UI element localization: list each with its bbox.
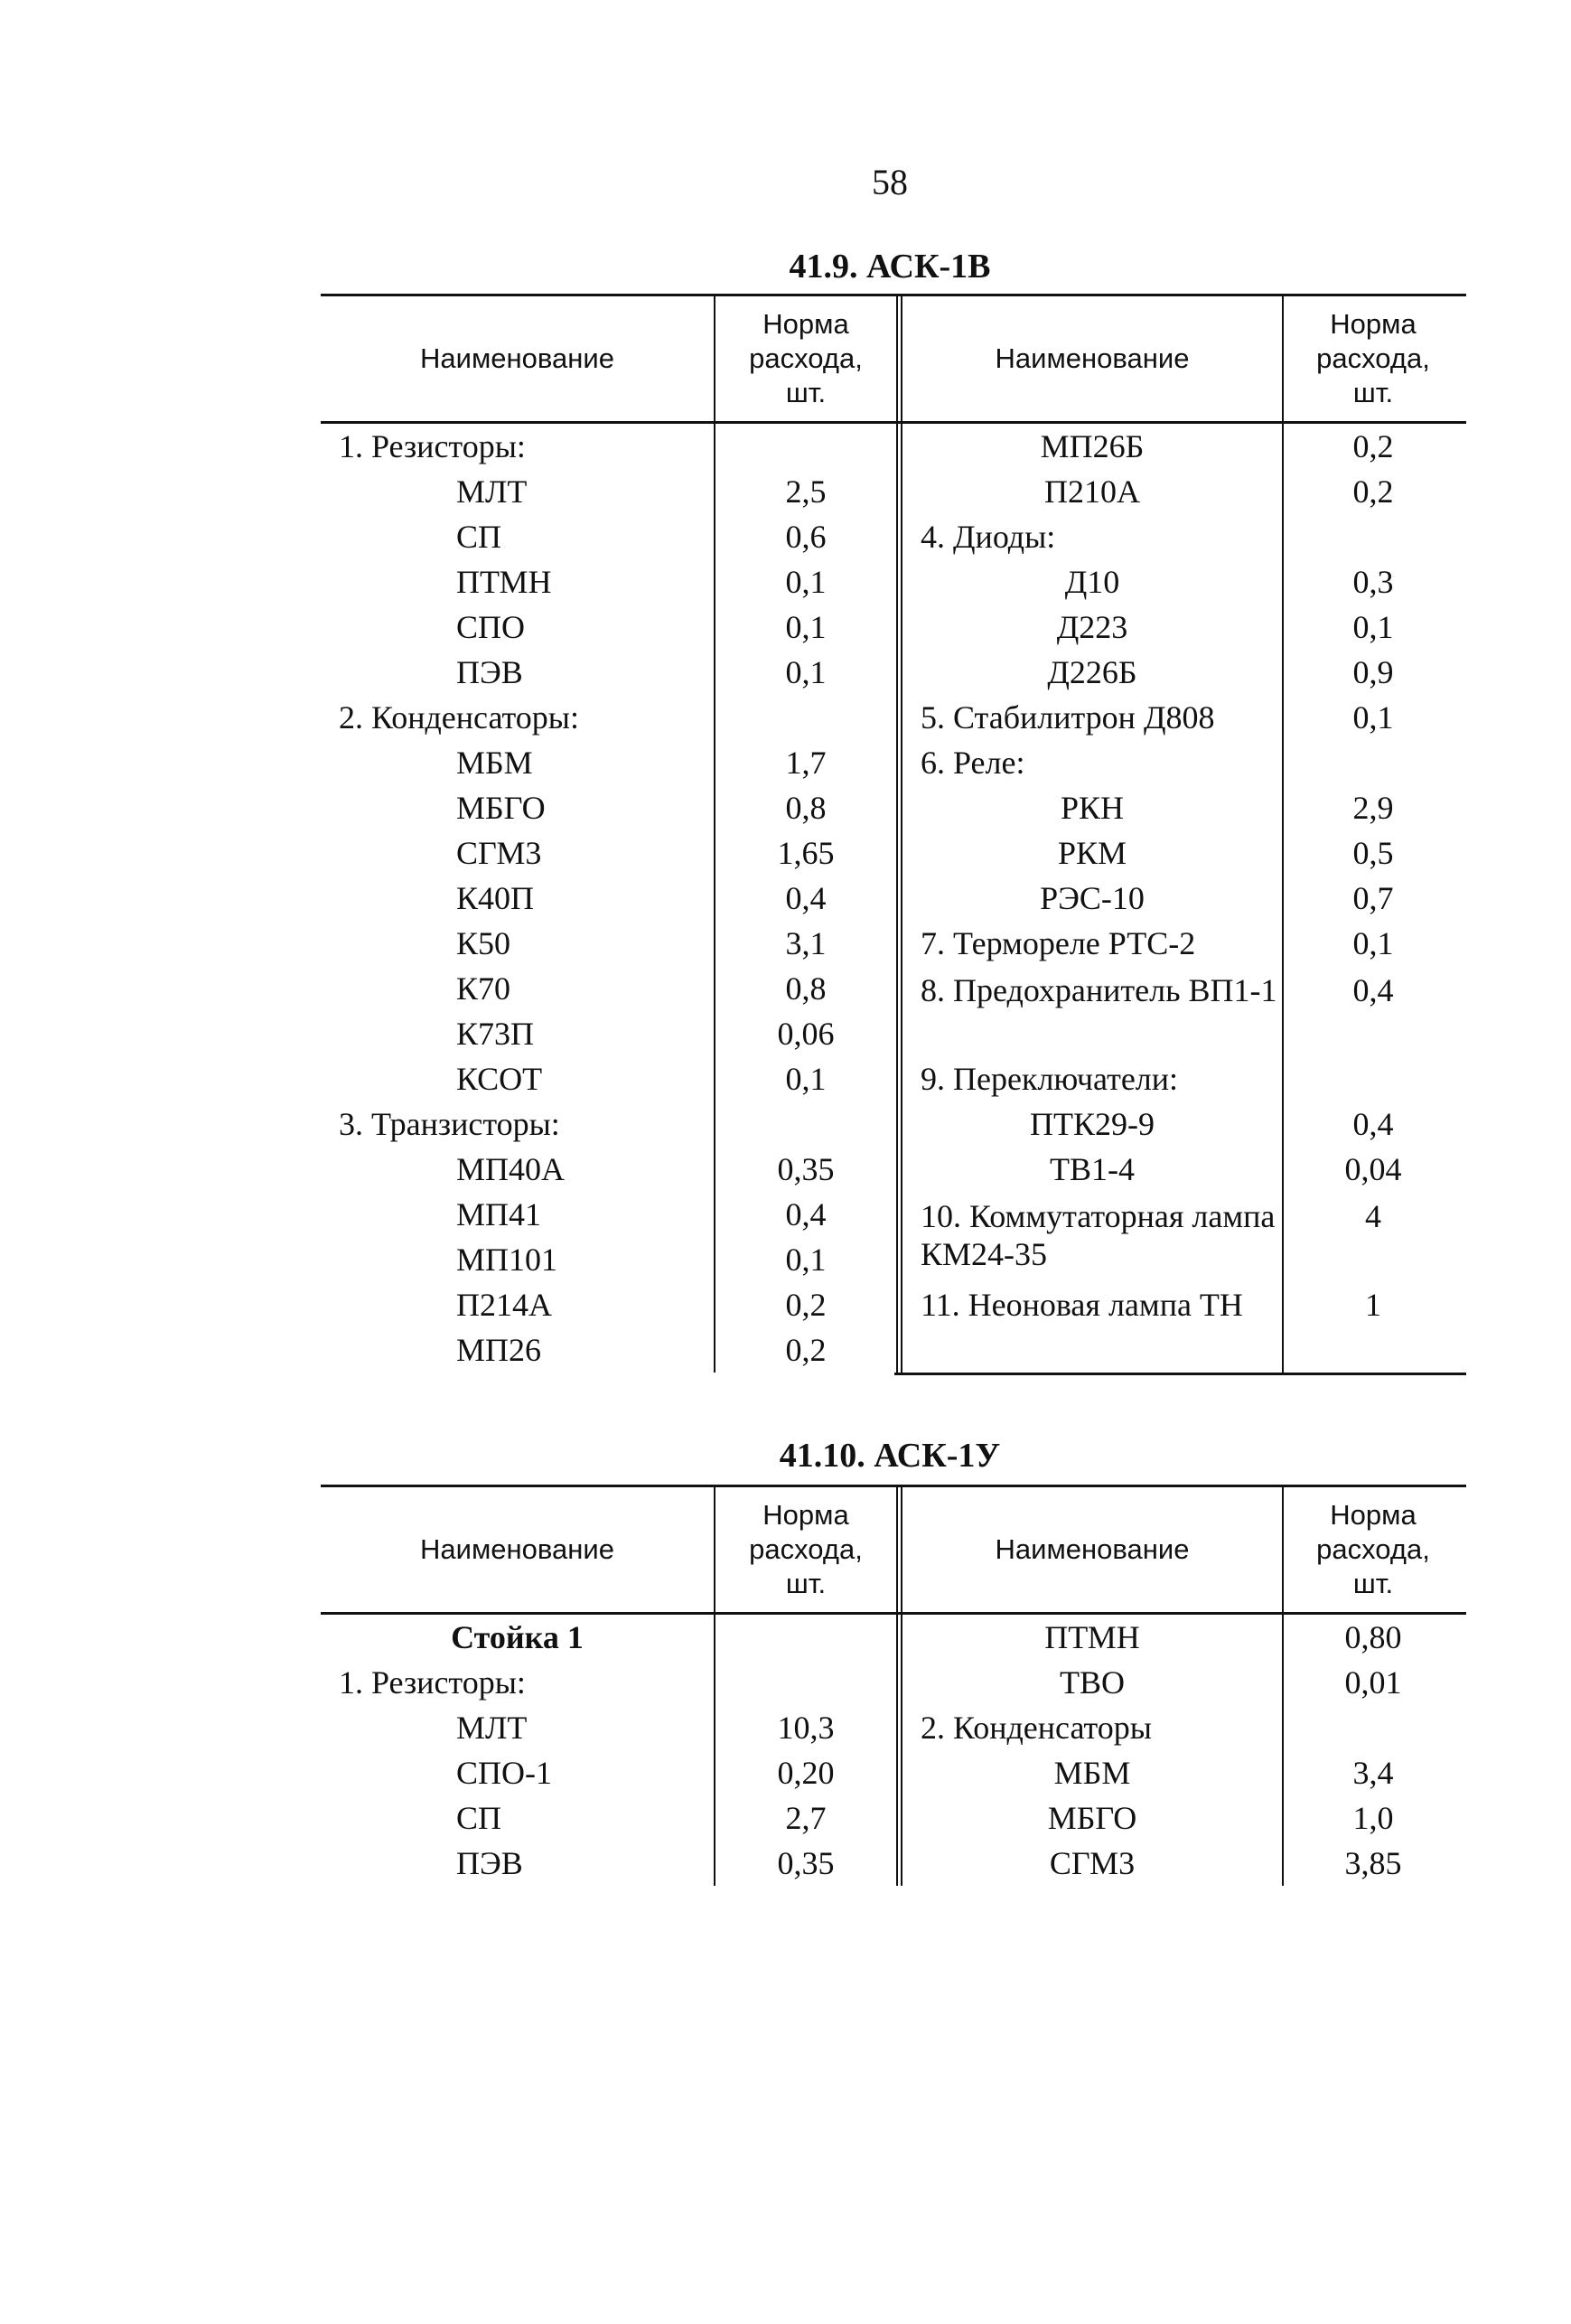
row-norm-value: 0,1 — [1352, 925, 1394, 961]
row-name: МП26Б — [1040, 428, 1145, 464]
left-name-column — [321, 1615, 714, 1886]
row-name: К73П — [456, 1016, 535, 1052]
table-header-row — [321, 296, 1466, 424]
left-norm-column — [714, 1615, 896, 1886]
row-name: 6. Реле: — [921, 745, 1025, 781]
row-norm-value: 0,7 — [1352, 880, 1394, 916]
row-name: СПО — [456, 609, 526, 645]
right-norm-column — [1282, 424, 1463, 1373]
header-norm-left-text: Норма расхода, шт. — [749, 308, 863, 408]
row-name: 11. Неоновая лампа ТН — [921, 1287, 1243, 1323]
row-norm-value: 0,1 — [785, 1061, 827, 1097]
row-name: СГМ3 — [1049, 1845, 1136, 1881]
row-norm-value: 3,1 — [785, 925, 827, 961]
header-norm-right-text: Норма расхода, шт. — [1316, 308, 1430, 408]
header-name-left — [321, 1487, 714, 1612]
row-norm-value: 0,1 — [785, 654, 827, 690]
row-norm-value: 1,65 — [777, 835, 835, 871]
consumption-table-ask-1u — [321, 1485, 1466, 1886]
header-norm-left — [714, 296, 896, 421]
row-norm-value: 2,5 — [785, 473, 827, 510]
right-name-column — [896, 1615, 1282, 1886]
row-norm-value: 0,35 — [777, 1151, 835, 1187]
row-name: ПТМН — [1044, 1619, 1140, 1655]
row-norm-value — [715, 1101, 896, 1147]
row-norm-value — [1284, 1705, 1463, 1750]
row-name: РКН — [1060, 790, 1125, 826]
row-name: ПЭВ — [456, 1845, 523, 1881]
header-norm-right — [1282, 296, 1463, 421]
row-norm-value: 0,4 — [785, 880, 827, 916]
row-name: ТВ1-4 — [1050, 1151, 1135, 1187]
row-name: МП40А — [456, 1151, 566, 1187]
row-name: К40П — [456, 880, 535, 916]
row-norm-value: 0,1 — [1352, 609, 1394, 645]
row-norm-value: 0,2 — [785, 1287, 827, 1323]
row-norm-value: 10,3 — [777, 1710, 835, 1746]
header-name-right — [896, 1487, 1282, 1612]
row-name: 2. Конденсаторы: — [339, 699, 579, 736]
row-name: 9. Переключатели: — [921, 1061, 1179, 1097]
row-norm-value: 0,1 — [1352, 699, 1394, 736]
row-name: МЛТ — [456, 1710, 528, 1746]
row-name: 7. Термореле РТС-2 — [921, 925, 1196, 961]
row-name: П214А — [456, 1287, 552, 1323]
row-norm-value — [715, 1615, 896, 1660]
row-norm-value: 1,7 — [785, 745, 827, 781]
row-norm-value: 2,7 — [785, 1800, 827, 1836]
row-name: СП — [456, 519, 502, 555]
row-norm-value — [1284, 740, 1463, 785]
row-norm-value — [715, 695, 896, 740]
table-body — [321, 1615, 1466, 1886]
row-name: К70 — [456, 970, 511, 1007]
row-norm-value — [715, 1660, 896, 1705]
row-norm-value: 0,3 — [1352, 564, 1394, 600]
row-name: ПТК29-9 — [1030, 1106, 1155, 1142]
row-name: 1. Резисторы: — [339, 1664, 526, 1701]
right-norm-column — [1282, 1615, 1463, 1886]
row-name: ПТМН — [456, 564, 552, 600]
table-1-title: 41.9. АСК-1В — [789, 248, 991, 286]
row-norm-value: 0,80 — [1344, 1619, 1402, 1655]
row-name: Д10 — [1064, 564, 1120, 600]
row-name: РЭС-10 — [1040, 880, 1145, 916]
row-norm-value: 3,85 — [1344, 1845, 1402, 1881]
row-name: СГМ3 — [456, 835, 542, 871]
row-norm-value: 0,20 — [777, 1755, 835, 1791]
row-norm-value: 0,2 — [1352, 473, 1394, 510]
row-name: МЛТ — [456, 473, 528, 510]
right-name-column — [896, 424, 1282, 1373]
row-norm-value: 0,06 — [777, 1016, 835, 1052]
row-norm-value: 3,4 — [1352, 1755, 1394, 1791]
row-norm-value — [1284, 514, 1463, 559]
header-norm-right — [1282, 1487, 1463, 1612]
row-name: МБГО — [1047, 1800, 1137, 1836]
row-name: 5. Стабилитрон Д808 — [921, 699, 1215, 736]
row-name: 4. Диоды: — [921, 519, 1056, 555]
row-norm-value: 1 — [1365, 1287, 1381, 1323]
row-name: МП26 — [456, 1332, 542, 1368]
row-norm-value: 0,2 — [1352, 428, 1394, 464]
row-name: МБМ — [456, 745, 533, 781]
row-name: ТВО — [1060, 1664, 1125, 1701]
row-name: 3. Транзисторы: — [339, 1106, 560, 1142]
row-norm-value — [715, 424, 896, 469]
header-name-right-text: Наименование — [995, 342, 1190, 374]
row-name: МБГО — [456, 790, 546, 826]
row-name: Стойка 1 — [451, 1619, 584, 1655]
row-name: 2. Конденсаторы — [921, 1710, 1152, 1746]
row-norm-value: 0,1 — [785, 564, 827, 600]
table-header-row — [321, 1487, 1466, 1615]
row-norm-value: 0,9 — [1352, 654, 1394, 690]
header-name-left-text: Наименование — [420, 1533, 614, 1565]
row-norm-value: 1,0 — [1352, 1800, 1394, 1836]
header-name-left — [321, 296, 714, 421]
row-norm-value — [1284, 1056, 1463, 1101]
table-body — [321, 424, 1466, 1373]
header-name-right-text: Наименование — [995, 1533, 1190, 1565]
row-norm-value: 0,01 — [1344, 1664, 1402, 1701]
row-name: МП101 — [456, 1242, 558, 1278]
row-name: К50 — [456, 925, 511, 961]
row-norm-value: 0,1 — [785, 1242, 827, 1278]
row-name: ПЭВ — [456, 654, 523, 690]
header-norm-right-text: Норма расхода, шт. — [1316, 1499, 1430, 1599]
header-name-left-text: Наименование — [420, 342, 614, 374]
row-norm-value: 0,4 — [1352, 1106, 1394, 1142]
row-norm-value: 2,9 — [1352, 790, 1394, 826]
header-norm-left — [714, 1487, 896, 1612]
row-name: 10. Коммутаторная лампа КМ24-35 — [921, 1198, 1276, 1272]
consumption-table-ask-1v — [321, 294, 1466, 1375]
row-norm-value: 0,1 — [785, 609, 827, 645]
table-2-title: 41.10. АСК-1У — [779, 1437, 1001, 1475]
row-norm-value: 0,2 — [785, 1332, 827, 1368]
left-norm-column — [714, 424, 896, 1373]
row-name: Д226Б — [1047, 654, 1137, 690]
row-norm-value: 0,6 — [785, 519, 827, 555]
table-bottom-rule — [894, 1373, 1466, 1375]
row-norm-value: 0,8 — [785, 790, 827, 826]
row-norm-value: 0,5 — [1352, 835, 1394, 871]
row-name: РКМ — [1057, 835, 1127, 871]
row-norm-value: 0,4 — [1352, 972, 1394, 1008]
row-name: КСОТ — [456, 1061, 543, 1097]
row-norm-value: 0,35 — [777, 1845, 835, 1881]
row-name: СПО-1 — [456, 1755, 552, 1791]
row-norm-value: 0,04 — [1344, 1151, 1402, 1187]
row-name: 1. Резисторы: — [339, 428, 526, 464]
row-norm-value: 0,4 — [785, 1196, 827, 1232]
row-norm-value: 4 — [1365, 1198, 1381, 1234]
row-norm-value: 0,8 — [785, 970, 827, 1007]
row-name: МБМ — [1053, 1755, 1131, 1791]
left-name-column — [321, 424, 714, 1373]
row-name: П210А — [1044, 473, 1140, 510]
header-norm-left-text: Норма расхода, шт. — [749, 1499, 863, 1599]
header-name-right — [896, 296, 1282, 421]
row-name: СП — [456, 1800, 502, 1836]
row-name: МП41 — [456, 1196, 542, 1232]
row-name: 8. Предохранитель ВП1-1 — [921, 972, 1277, 1008]
page-number: 58 — [872, 162, 908, 202]
row-name: Д223 — [1056, 609, 1128, 645]
